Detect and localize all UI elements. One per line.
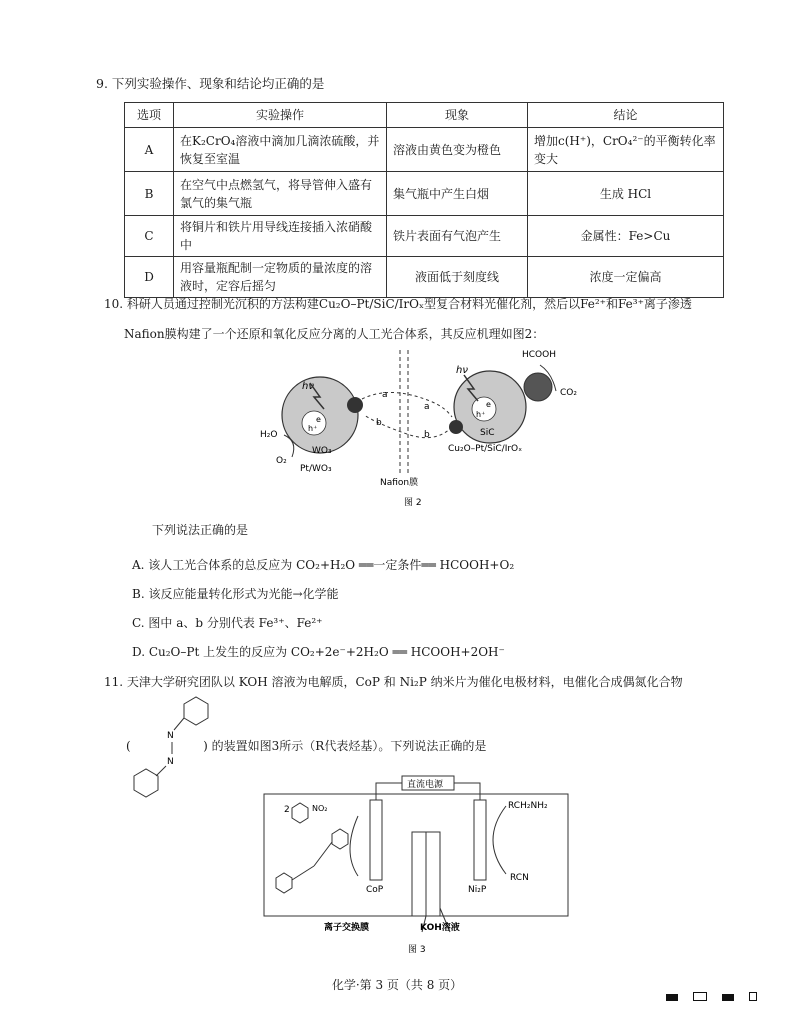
rcn-label: RCN	[510, 873, 529, 883]
row-b-conclusion: 生成 HCl	[528, 172, 724, 216]
q10-stem-line2: Nafion膜构建了一个还原和氧化反应分离的人工光合体系，其反应机理如图2：	[124, 327, 545, 341]
cop-label: CoP	[366, 885, 384, 895]
membrane-label: 离子交换膜	[324, 923, 370, 933]
row-d-phenomenon: 液面低于刻度线	[387, 257, 528, 298]
header-option: 选项	[125, 103, 174, 128]
reactant-coefficient: 2	[284, 805, 290, 815]
azo-n1: N	[167, 731, 174, 741]
table-row	[125, 257, 724, 298]
table-row	[125, 172, 724, 216]
rch2nh2-label: RCH₂NH₂	[508, 801, 548, 811]
q11-stem-line1: 11. 天津大学研究团队以 KOH 溶液为电解质，CoP 和 Ni₂P 纳米片为催化电极材料，电催化合成偶氮化合物	[104, 675, 683, 689]
row-d-option: D	[125, 257, 174, 298]
sic-label: SiC	[480, 428, 495, 438]
o2-label: O₂	[276, 456, 287, 466]
q10-choice-c: C. 图中 a、b 分别代表 Fe³⁺、Fe²⁺	[132, 616, 323, 630]
pt-wo3-label: Pt/WO₃	[300, 464, 332, 474]
row-a-option: A	[125, 128, 174, 172]
fig2-caption: 图 2	[404, 498, 422, 508]
row-c-conclusion: 金属性：Fe>Cu	[528, 216, 724, 257]
membrane-label: Nafion膜	[380, 478, 419, 488]
electrolytic-cell	[264, 794, 568, 916]
ni2p-label: Ni₂P	[468, 885, 487, 895]
ni2p-electrode	[474, 800, 486, 880]
q10-prompt: 下列说法正确的是	[152, 523, 249, 537]
table-header-row	[125, 103, 724, 128]
q9-table	[124, 102, 724, 298]
hv-left: hν	[302, 381, 314, 392]
h2o-label: H₂O	[260, 430, 278, 440]
figure-2-diagram	[240, 345, 600, 520]
row-b-operation: 在空气中点燃氢气，将导管伸入盛有氯气的集气瓶	[174, 172, 387, 216]
no2-label: NO₂	[312, 804, 328, 813]
hcooh-label: HCOOH	[522, 350, 556, 360]
irox-particle	[449, 420, 463, 434]
footer-marks	[666, 986, 766, 996]
q11-stem-line2: ( ) 的装置如图3所示（R代表烃基）。下列说法正确的是	[126, 739, 487, 753]
h-left: h⁺	[308, 424, 318, 433]
row-c-operation: 将铜片和铁片用导线连接插入浓硝酸中	[174, 216, 387, 257]
e-right: e	[486, 400, 491, 409]
label-b-left: b	[376, 418, 382, 428]
page-footer: 化学·第 3 页（共 8 页）	[331, 978, 463, 992]
row-d-operation: 用容量瓶配制一定物质的量浓度的溶液时，定容后摇匀	[174, 257, 387, 298]
q10-choice-d: D. Cu₂O–Pt 上发生的反应为 CO₂+2e⁻+2H₂O ══ HCOOH+2OH⁻	[132, 645, 505, 659]
q10-stem-line1: 10. 科研人员通过控制光沉积的方法构建Cu₂O–Pt/SiC/IrOₓ型复合材料光催化剂，然后以Fe²⁺和Fe³⁺离子渗透	[104, 297, 692, 311]
koh-label: KOH溶液	[420, 923, 460, 933]
azo-n2: N	[167, 757, 174, 767]
row-a-operation: 在K₂CrO₄溶液中滴加几滴浓硫酸，并恢复至室温	[174, 128, 387, 172]
fig3-caption: 图 3	[408, 945, 426, 955]
pt-particle-left	[347, 397, 363, 413]
cop-electrode	[370, 800, 382, 880]
header-phenomenon: 现象	[387, 103, 528, 128]
row-d-conclusion: 浓度一定偏高	[528, 257, 724, 298]
row-c-phenomenon: 铁片表面有气泡产生	[387, 216, 528, 257]
header-operation: 实验操作	[174, 103, 387, 128]
q10-choice-a: A. 该人工光合体系的总反应为 CO₂+H₂O ══一定条件══ HCOOH+O₂	[132, 558, 515, 572]
figure-3-diagram	[262, 772, 582, 962]
cu2o-pt-particle	[524, 373, 552, 401]
table-row	[125, 216, 724, 257]
h-right: h⁺	[476, 410, 486, 419]
label-a-left: a	[382, 390, 388, 400]
label-a-right: a	[424, 402, 430, 412]
header-conclusion: 结论	[528, 103, 724, 128]
row-a-phenomenon: 溶液由黄色变为橙色	[387, 128, 528, 172]
label-b-right: b	[424, 430, 430, 440]
q9-stem: 9. 下列实验操作、现象和结论均正确的是	[96, 76, 325, 91]
e-left: e	[316, 415, 321, 424]
composite-label: Cu₂O–Pt/SiC/IrOₓ	[448, 444, 523, 454]
power-label: 直流电源	[407, 780, 444, 790]
row-b-phenomenon: 集气瓶中产生白烟	[387, 172, 528, 216]
row-b-option: B	[125, 172, 174, 216]
table-row	[125, 128, 724, 172]
co2-label: CO₂	[560, 388, 577, 398]
hv-right: hν	[456, 365, 468, 376]
row-a-conclusion: 增加c(H⁺)，CrO₄²⁻的平衡转化率变大	[528, 128, 724, 172]
row-c-option: C	[125, 216, 174, 257]
wo3-label: WO₃	[312, 446, 332, 456]
q10-choice-b: B. 该反应能量转化形式为光能→化学能	[132, 587, 339, 601]
